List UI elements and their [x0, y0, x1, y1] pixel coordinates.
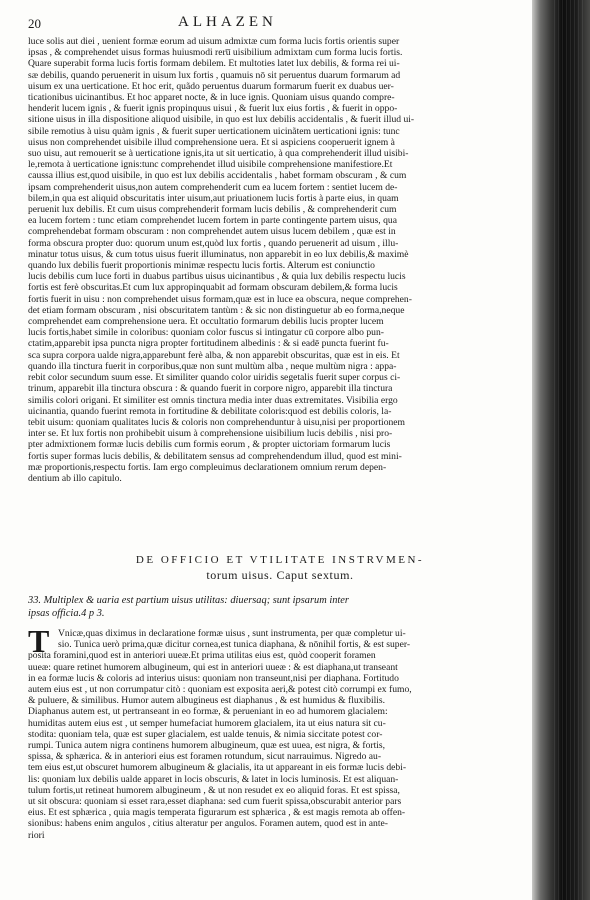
- text-line: riori: [28, 829, 45, 841]
- text-line: comprehendet eam comprehensione uera. Et occultatio formarum debilis lucis propter lucem: [28, 316, 384, 328]
- text-line: posita foramini,quod est in anteriori uueæ.Et prima utilitas eius est, quòd cooperit foramen: [28, 650, 376, 662]
- text-line: uisum ex una uerticatione. Et hoc erit, quãdo peruentus duarum formarum fuerit ex duabus uer-: [28, 80, 394, 92]
- text-line: rebit color secundum suum esse. Et similiter quando color uiridis segetalis fuerit super corpus ci-: [28, 372, 401, 384]
- text-line: uisus non comprehendet uisibile illud comprehensione uera. Et si aspiciens cooperuerit ignem à: [28, 136, 395, 148]
- text-line: 33. Multiplex & uaria est partium uisus utilitas: diuersaq; sunt ipsarum inter: [28, 595, 349, 606]
- text-line: ipsas , & comprehendet uisus formas huiusmodi reru̅ uisibilium admixtam cum forma lucis fortis.: [28, 47, 403, 59]
- text-line: tem eius est,ut obscuret humorem albugineum & glacialis, ita ut appareant in eis formæ lucis debi-: [28, 762, 407, 774]
- text-line: ticationibus uicinantibus. Et hoc apparet nocte, & in luce ignis. Quoniam uisus quando compre-: [28, 92, 395, 104]
- text-line: ea lucem fortem : tunc etiam comprehendet lucem fortem in parte contingente partem uisus, qua: [28, 215, 397, 227]
- text-line: suo uisu, aut remouerit se à uerticatione ignis,ita ut sit uerticatio, à qua comprehenderit illud uisibi-: [28, 148, 409, 160]
- text-line: similis colori origani. Et similiter est omnis tinctura media inter duas extremitates. Visibilia ergo: [28, 394, 398, 406]
- text-line: sibile remotius à uisu quàm ignis , & fuerit super uerticationem uicinãtem uerticationi ignis: tunc: [28, 125, 400, 137]
- text-line: minatur totus uisus, & cum totus uisus fuerit illuminatus, non apparebit in eo lux debilis,& maximè: [28, 248, 409, 260]
- chapter-heading-line-1: DE OFFICIO ET VTILITATE INSTRVMEN-: [135, 554, 425, 566]
- text-line: quando lux debilis fuerit proportionis minimæ respectu lucis fortis. Alterum est coniunctio: [28, 260, 375, 272]
- text-line: det etiam formam obscuram , nisi obscuritatem tantùm : & sic non distinguetur ab eo forma,neque: [28, 304, 405, 316]
- text-line: forma obscura propter duo: quorum unum est,quòd lux fortis , quando peruenerit ad uisum , illu-: [28, 237, 399, 249]
- text-line: stodita: quoniam tela, quæ est super glacialem, est ualde tenuis, & nimia siccitate potest cor-: [28, 728, 383, 740]
- page-edge-stack: [554, 0, 584, 900]
- page-header: [28, 14, 528, 34]
- text-line: Vnicæ,quas diximus in declaratione formæ uisus , sunt instrumenta, per quæ completur ui-: [58, 628, 406, 639]
- text-line: Quare superabit forma lucis fortis formam debilem. Et multoties latet lux debilis, & forma rei ui-: [28, 58, 400, 70]
- text-line: sionibus: habens enim angulos , citius alteratur per angulos. Foramen autem, quod est in ante-: [28, 818, 388, 830]
- text-line: lis: quoniam lux debilis ualde apparet in locis obscuris, & latet in locis luminosis. Et est aliquan-: [28, 773, 399, 785]
- text-line: uueæ: quare retinet humorem albugineum, qui est in anteriori uueæ : & est diaphana,ut transeant: [28, 661, 398, 673]
- text-line: fortis super formas lucis debilis, & debilitatem sensus ad comprehendendum illud, quod est mini-: [28, 450, 402, 462]
- text-line: tulum fortis,ut retineat humorem albugineum , & ut non resudet ex eo aliquid foras. Et est spissa,: [28, 784, 400, 796]
- body-text: [28, 36, 528, 484]
- text-line: bilem,in qua est aliquid obscuritatis inter uisum,aut priuationem lucis fortis à parte eius, in quam: [28, 192, 399, 204]
- drop-cap-initial: T: [28, 623, 50, 659]
- text-line: le,remota à uerticatione ignis:tunc comprehendet illud uisibile comprehensione manifestiore.Et: [28, 159, 393, 171]
- text-line: caussa illius est,quod uisibile, in quo est lux debilis accidentalis , habet formam obscuram , & cum: [28, 170, 407, 182]
- chapter-summary: [28, 594, 528, 620]
- text-line: sæ debilis, quando peruenerit in uisum lux fortis , quamuis nō sit peruentus duarum formarum ad: [28, 69, 401, 81]
- text-line: eius. Et est sphærica , quia magis temperata figurarum est sphærica , & est magis remota ab offen-: [28, 807, 406, 819]
- text-line: rumpi. Tunica autem nigra continens humorem albugineum, quæ est uuea, est nigra, & fortis,: [28, 740, 386, 752]
- text-line: henderit lucem ignis , & fuerit ignis propinquus uisui , & fuerit lux eius fortis , & fuerit in oppo-: [28, 103, 398, 115]
- running-title: ALHAZEN: [178, 14, 277, 30]
- text-line: inter se. Et lux fortis non prohibebit uisum à comprehensione uisibilium lucis debilis , nisi pro-: [28, 428, 393, 440]
- text-line: Diaphanus autem est, ut pertranseant in eo formæ, & perueniant in eo ad humorem glacialem:: [28, 706, 388, 718]
- text-line: tebit uisum: quoniam qualitates lucis & coloris non comprehenduntur à uisu,nisi per proportionem: [28, 416, 406, 428]
- text-line: mæ proportionis,respectu fortis. Iam ergo compleuimus declarationem omnium rerum depen-: [28, 461, 387, 473]
- chapter-heading-line-2: torum uisus. Caput sextum.: [206, 568, 354, 582]
- chapter-heading: [40, 553, 520, 583]
- text-line: ipsam comprehenderit uisus,non autem comprehenderit cum ea lucem fortem : sentiet lucem de-: [28, 181, 398, 193]
- text-line: quando illa tinctura fuerit in corporibus,quæ non sunt multùm alba , neque multùm nigra : appa-: [28, 360, 397, 372]
- text-line: comprehendebat formam obscuram : non comprehendet autem uisus lucem debilem , quæ est in: [28, 226, 396, 238]
- text-line: in ea formæ lucis & coloris ad interius uisus: quoniam non transeunt,nisi per diaphana. Fortitudo: [28, 672, 399, 684]
- text-line: uicinantia, quando fuerint remota in fortitudine & debilitate coloris:quod est debilis coloris, la-: [28, 405, 392, 417]
- text-line: spissa, & sphærica. & in anteriori eius est foramen rotundum, sicut narrauimus. Nigredo au-: [28, 751, 382, 763]
- text-line: lucis debilis cum luce forti in duabus partibus uisus uicinantibus , & quia lux debilis respectu lucis: [28, 271, 406, 283]
- text-line: luce solis aut diei , uenient formæ eorum ad uisum admixtæ cum forma lucis fortis orientis super: [28, 36, 400, 47]
- text-line: sitione uisus in illa dispositione aliquod uisibile, in quo est lux debilis accidentalis , & fuerit illud ui-: [28, 114, 415, 126]
- text-line: & puluere, & similibus. Humor autem albugineus est diaphanus , & est humidus & fluxibilis.: [28, 695, 386, 707]
- text-line: ctatim,apparebit ipsa puncta nigra propter fortitudinem albedinis : & si eadē puncta fuerint fu-: [28, 338, 389, 350]
- text-line: fortis est ferè obscuritas.Et cum lux appropinquabit ad formam obscuram debilem,& forma lucis: [28, 282, 398, 294]
- text-line: sio. Tunica uerò prima,quæ dicitur cornea,est tunica diaphana, & nōnihil fortis, & est super-: [58, 639, 411, 651]
- chapter-text: [28, 623, 528, 841]
- text-line: trinum, apparebit illa tinctura obscura : & quando fuerit in corpore nigro, apparebit illa tinctura: [28, 383, 393, 395]
- text-line: lucis fortis,habet simile in coloribus: quoniam color fuscus si intingatur cū corpore albo pun-: [28, 327, 384, 339]
- text-line: ut sit obscura: quoniam si esset rara,esset diaphana: sed cum fuerit spissa,obscurabit anterior pars: [28, 796, 402, 808]
- text-line: pter admixtionem formæ lucis debilis cum formis eorum , & propter uictoriam formarum lucis: [28, 439, 391, 451]
- text-line: ipsas officia.4 p 3.: [28, 608, 105, 619]
- text-line: sca supra corpora ualde nigra,apparebunt ferè alba, & non apparebit obscuritas, quæ est in eis. Et: [28, 349, 400, 361]
- text-line: dentium ab illo capitulo.: [28, 472, 122, 484]
- text-line: humiditas autem eius est , ut semper humefaciat humorem glacialem, ita ut eius natura sit cu-: [28, 717, 386, 729]
- page-number: 20: [28, 16, 41, 31]
- text-line: fortis fuerit in uisu : non comprehendet uisus formam,quæ est in luce ea obscura, neque comprehen-: [28, 293, 412, 305]
- text-line: peruenit lux debilis. Et cum uisus comprehenderit formam lucis debilis , & comprehenderit cum: [28, 204, 397, 216]
- text-line: autem eius est , ut non corrumpatur citò : quoniam est exposita aeri,& potest citò corrumpi ex fumo,: [28, 684, 412, 696]
